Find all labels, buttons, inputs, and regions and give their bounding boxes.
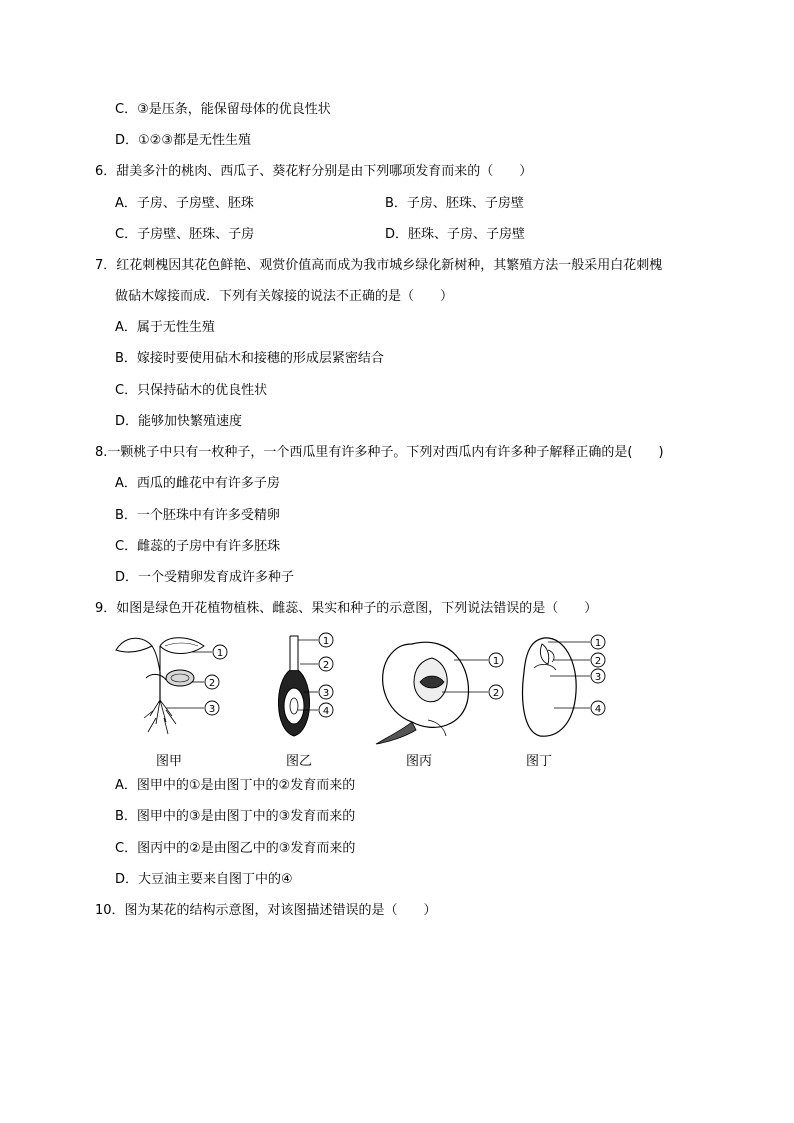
figure-jia-seedling [110, 632, 240, 744]
svg-text:2: 2 [594, 656, 602, 667]
option-8d: D．一个受精卵发育成许多种子 [115, 570, 295, 585]
figure-caption-bing: 图丙 [406, 754, 433, 769]
option-9c: C．图丙中的②是由图乙中的③发育而来的 [115, 841, 356, 856]
option-5c: C．③是压条，能保留母体的优良性状 [115, 102, 331, 117]
svg-text:1: 1 [216, 648, 224, 659]
option-8c: C．雌蕊的子房中有许多胚珠 [115, 539, 281, 554]
question-7-line2: 做砧木嫁接而成．下列有关嫁接的说法不正确的是（ ） [115, 289, 454, 304]
figure-yi-pistil [268, 630, 348, 742]
option-5d: D．①②③都是无性生殖 [115, 133, 251, 148]
option-9a: A．图甲中的①是由图丁中的②发育而来的 [115, 778, 356, 793]
svg-text:1: 1 [322, 636, 330, 647]
svg-text:2: 2 [208, 678, 216, 689]
question-8: 8.一颗桃子中只有一枚种子，一个西瓜里有许多种子。下列对西瓜内有许多种子解释正确的是( ) [95, 445, 664, 460]
svg-text:3: 3 [594, 672, 602, 683]
svg-text:1: 1 [594, 638, 602, 649]
svg-text:1: 1 [492, 656, 500, 667]
option-6d: D．胚珠、子房、子房壁 [385, 227, 526, 242]
figure-caption-yi: 图乙 [286, 754, 313, 769]
option-6a: A．子房、子房壁、胚珠 [115, 196, 254, 211]
svg-text:2: 2 [322, 660, 330, 671]
option-9d: D．大豆油主要来自图丁中的④ [115, 872, 293, 887]
option-8a: A．西瓜的雌花中有许多子房 [115, 476, 280, 491]
figure-ding-seed [518, 632, 618, 742]
option-6c: C．子房壁、胚珠、子房 [115, 227, 255, 242]
figure-bing-fruit [372, 638, 512, 746]
svg-text:4: 4 [594, 704, 602, 715]
option-6b: B．子房、胚珠、子房壁 [385, 196, 524, 211]
option-7a: A．属于无性生殖 [115, 320, 215, 335]
svg-text:3: 3 [322, 688, 330, 699]
option-7c: C．只保持砧木的优良性状 [115, 383, 268, 398]
question-10: 10．图为某花的结构示意图，对该图描述错误的是（ ） [95, 903, 437, 918]
question-6: 6．甜美多汁的桃肉、西瓜子、葵花籽分别是由下列哪项发育而来的（ ） [95, 164, 533, 179]
figure-caption-ding: 图丁 [526, 754, 553, 769]
option-8b: B．一个胚珠中有许多受精卵 [115, 508, 280, 523]
figure-caption-jia: 图甲 [156, 754, 183, 769]
option-7d: D．能够加快繁殖速度 [115, 414, 243, 429]
option-7b: B．嫁接时要使用砧木和接穗的形成层紧密结合 [115, 351, 384, 366]
svg-text:4: 4 [322, 706, 330, 717]
svg-text:2: 2 [492, 688, 500, 699]
option-9b: B．图甲中的③是由图丁中的③发育而来的 [115, 809, 356, 824]
question-7-line1: 7．红花刺槐因其花色鲜艳、观赏价值高而成为我市城乡绿化新树种，其繁殖方法一般采用白花刺槐 [95, 258, 663, 273]
question-9: 9．如图是绿色开花植物植株、雌蕊、果实和种子的示意图，下列说法错误的是（ ） [95, 601, 598, 616]
svg-text:3: 3 [208, 704, 216, 715]
